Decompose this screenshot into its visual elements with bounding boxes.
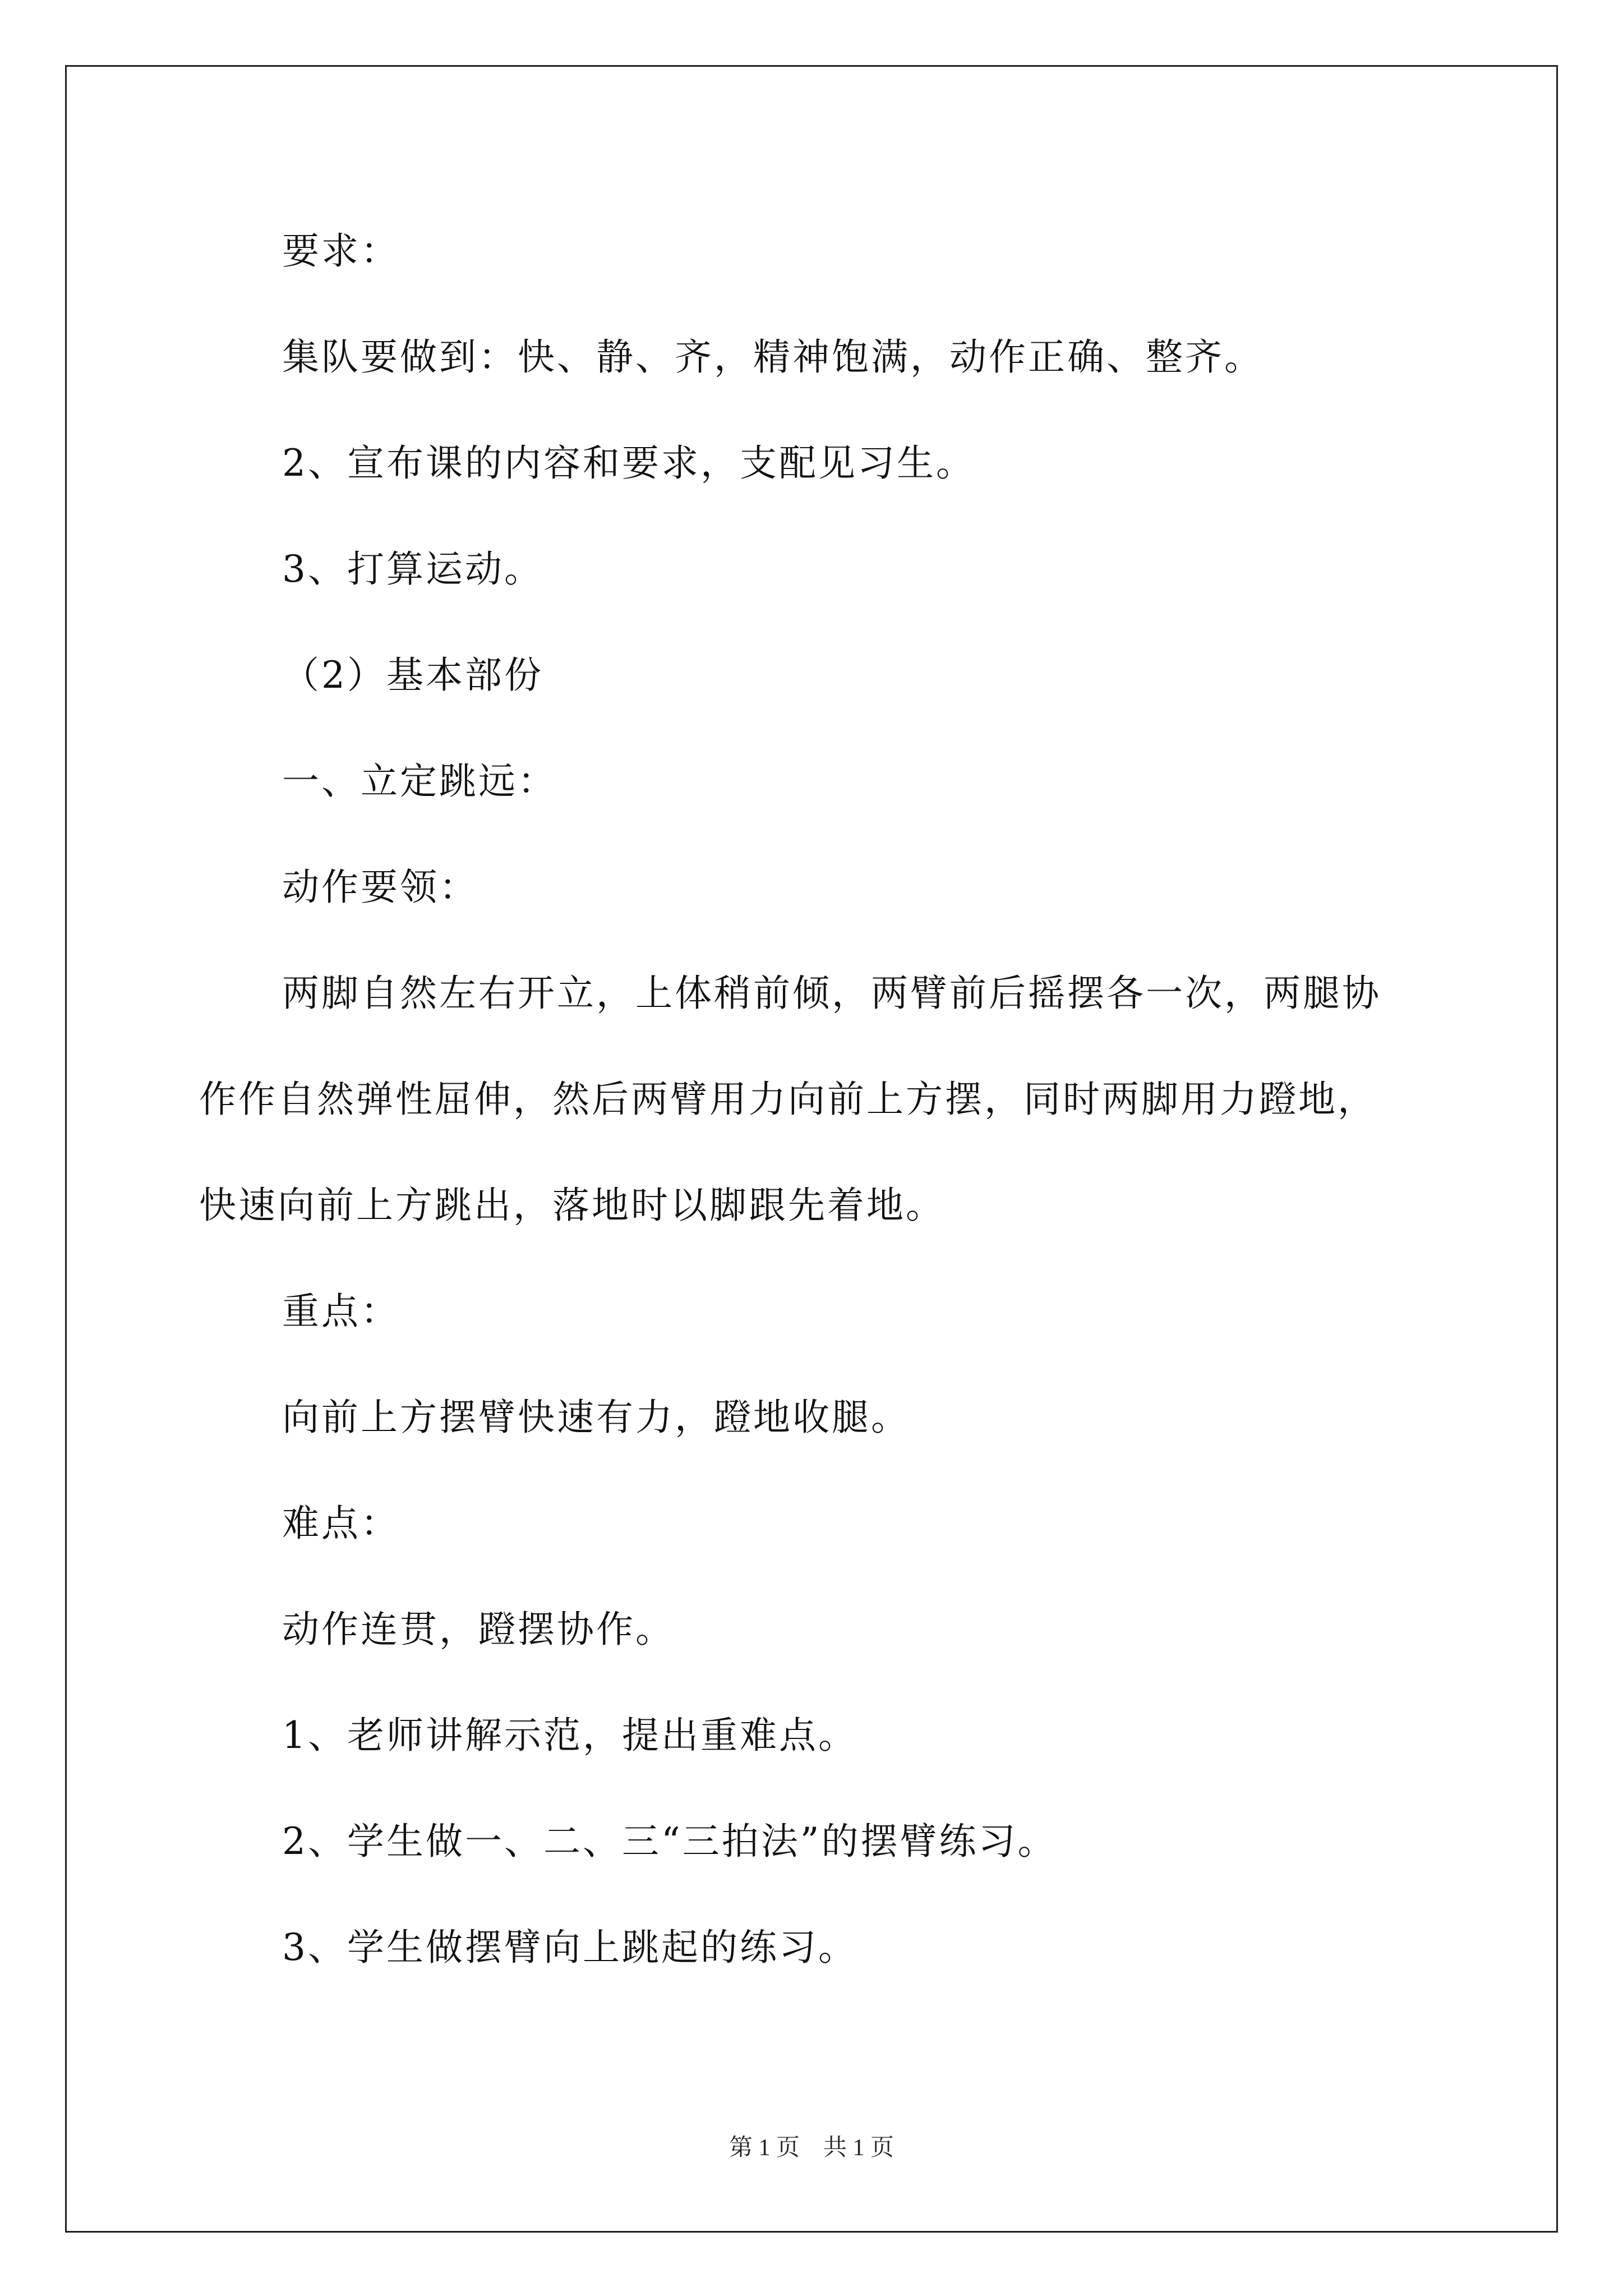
paragraph-focus-heading: 重点： — [282, 1290, 400, 1333]
section-heading-basic: （2）基本部份 — [282, 654, 543, 697]
paragraph-key-points-line1: 两脚自然左右开立，上体稍前倾，两臂前后摇摆各一次，两腿协 — [282, 972, 1381, 1015]
paragraph-step-2: 2、学生做一、二、三“三拍法”的摆臂练习。 — [282, 1820, 1057, 1863]
paragraph-requirements-heading: 要求： — [282, 229, 400, 273]
paragraph-focus: 向前上方摆臂快速有力，蹬地收腿。 — [282, 1396, 910, 1439]
paragraph-difficulty: 动作连贯，蹬摆协作。 — [282, 1608, 675, 1651]
page-number-footer: 第 1 页 共 1 页 — [728, 2135, 894, 2161]
paragraph-key-points-line2: 作作自然弹性屈伸，然后两臂用力向前上方摆，同时两脚用力蹬地， — [199, 1078, 1377, 1121]
paragraph-item-3: 3、打算运动。 — [282, 547, 543, 591]
paragraph-step-1: 1、老师讲解示范，提出重难点。 — [282, 1714, 857, 1757]
paragraph-item-2: 2、宣布课的内容和要求，支配见习生。 — [282, 441, 975, 485]
section-heading-standing-jump: 一、立定跳远： — [282, 760, 557, 803]
paragraph-key-points-line3: 快速向前上方跳出，落地时以脚跟先着地。 — [199, 1184, 945, 1227]
paragraph-step-3: 3、学生做摆臂向上跳起的练习。 — [282, 1926, 857, 1969]
paragraph-key-points-heading: 动作要领： — [282, 866, 478, 909]
page-border — [65, 65, 1558, 2233]
paragraph-assembly: 集队要做到：快、静、齐，精神饱满，动作正确、整齐。 — [282, 335, 1264, 379]
paragraph-difficulty-heading: 难点： — [282, 1502, 400, 1545]
